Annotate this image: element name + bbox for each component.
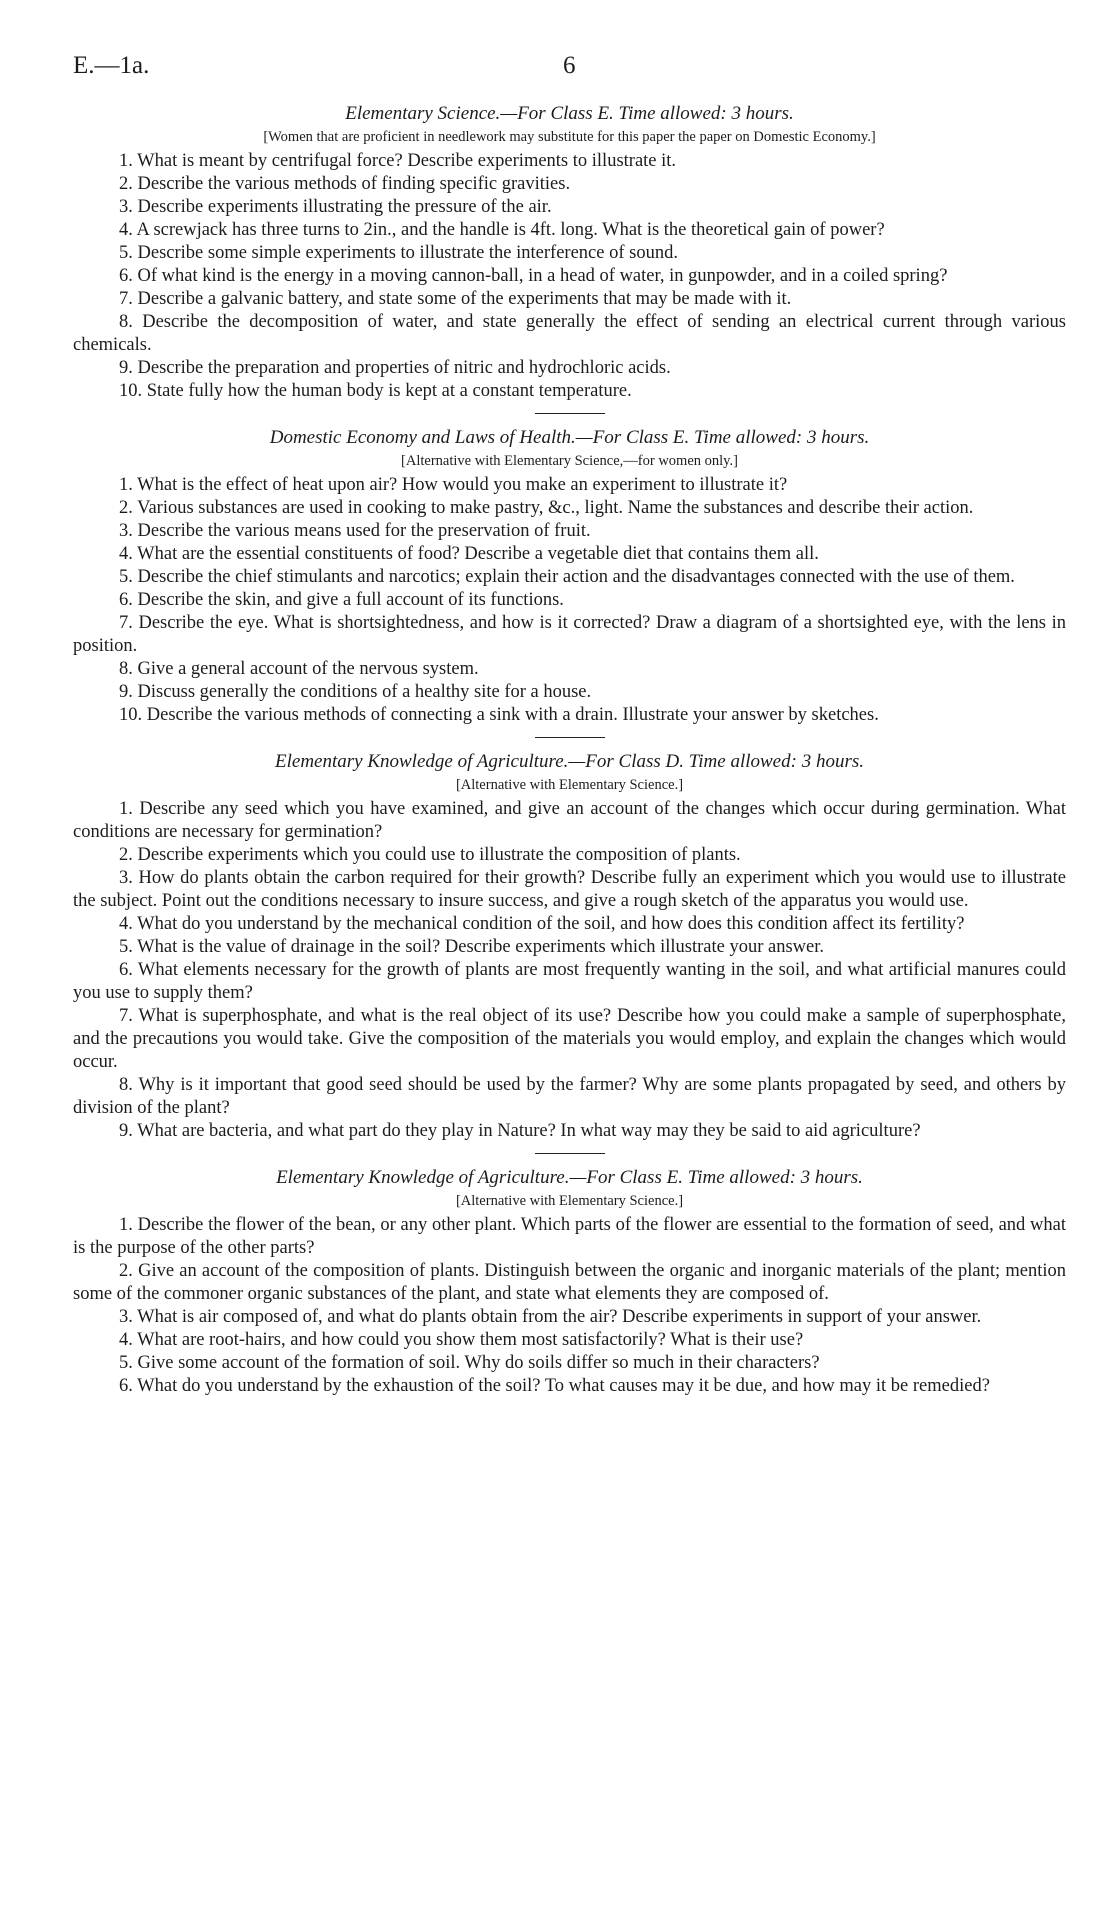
section-elementary-science — [73, 102, 1066, 403]
section-note: [Alternative with Elementary Science.] — [455, 777, 684, 793]
question: 5. Give some account of the formation of soil. Why do soils differ so much in their characters? — [119, 1353, 820, 1373]
question: 10. Describe the various methods of connecting a sink with a drain. Illustrate your answer by sketches. — [119, 705, 879, 725]
page-header — [73, 52, 1066, 92]
question: 5. Describe the chief stimulants and narcotics; explain their action and the disadvantages connected with the use of them. — [119, 567, 1015, 587]
question: 4. What are root-hairs, and how could you show them most satisfactorily? What is their use? — [119, 1330, 804, 1350]
section-title: Domestic Economy and Laws of Health.—For Class E. Time allowed: 3 hours. — [269, 427, 870, 448]
section-note: [Alternative with Elementary Science,—for women only.] — [401, 453, 738, 469]
section-domestic-economy — [73, 426, 1066, 727]
question: 1. Describe the flower of the bean, or any other plant. Which parts of the flower are essential to the formation of seed, and what is the purpose of the other parts? — [73, 1215, 1066, 1258]
question: 6. What elements necessary for the growth of plants are most frequently wanting in the soil, and what artificial manures could you use to supply them? — [73, 960, 1066, 1003]
section-divider — [535, 413, 605, 414]
question: 7. What is superphosphate, and what is the real object of its use? Describe how you could make a sample of superphosphate, and the precautions you would take. Give the composition of the materials you would employ, and explain the changes which would occur. — [73, 1006, 1066, 1072]
section-title: Elementary Knowledge of Agriculture.—For Class E. Time allowed: 3 hours. — [276, 1167, 863, 1188]
question: 2. Give an account of the composition of plants. Distinguish between the organic and inorganic materials of the plant; mention some of the commoner organic substances of the plant, and state what elements they are composed of. — [73, 1261, 1066, 1304]
question: 8. Describe the decomposition of water, and state generally the effect of sending an electrical current through various chemicals. — [73, 312, 1066, 355]
question: 10. State fully how the human body is kept at a constant temperature. — [119, 381, 632, 401]
question: 3. Describe the various means used for the preservation of fruit. — [119, 521, 591, 541]
section-divider — [535, 737, 605, 738]
question: 5. What is the value of drainage in the soil? Describe experiments which illustrate your answer. — [119, 937, 825, 957]
question: 2. Describe experiments which you could use to illustrate the composition of plants. — [119, 845, 741, 865]
section-divider — [535, 1153, 605, 1154]
section-note: [Women that are proficient in needlework may substitute for this paper the paper on Domestic Economy.] — [263, 129, 876, 145]
section-agriculture-class-d — [73, 750, 1066, 1143]
question: 7. Describe a galvanic battery, and state some of the experiments that may be made with it. — [119, 289, 792, 309]
section-title: Elementary Knowledge of Agriculture.—For Class D. Time allowed: 3 hours. — [275, 751, 864, 772]
question: 6. Of what kind is the energy in a moving cannon-ball, in a head of water, in gunpowder, and in a coiled spring? — [119, 266, 948, 286]
question: 6. What do you understand by the exhaustion of the soil? To what causes may it be due, and how may it be remedied? — [119, 1376, 990, 1396]
section-title: Elementary Science.—For Class E. Time allowed: 3 hours. — [345, 103, 794, 124]
question: 9. Describe the preparation and properties of nitric and hydrochloric acids. — [119, 358, 671, 378]
question: 5. Describe some simple experiments to illustrate the interference of sound. — [119, 243, 678, 263]
question: 6. Describe the skin, and give a full account of its functions. — [119, 590, 564, 610]
question: 9. Discuss generally the conditions of a healthy site for a house. — [119, 682, 592, 702]
question: 1. What is the effect of heat upon air? How would you make an experiment to illustrate it? — [119, 475, 788, 495]
question: 2. Various substances are used in cooking to make pastry, &c., light. Name the substances and describe their action. — [119, 498, 974, 518]
question: 8. Give a general account of the nervous system. — [119, 659, 479, 679]
question: 4. A screwjack has three turns to 2in., and the handle is 4ft. long. What is the theoretical gain of power? — [119, 220, 885, 240]
question: 2. Describe the various methods of finding specific gravities. — [119, 174, 571, 194]
question: 8. Why is it important that good seed should be used by the farmer? Why are some plants propagated by seed, and others by division of the plant? — [73, 1075, 1066, 1118]
section-note: [Alternative with Elementary Science.] — [455, 1193, 684, 1209]
question: 3. Describe experiments illustrating the pressure of the air. — [119, 197, 552, 217]
document-reference: E.—1a. — [73, 52, 150, 79]
document-page — [73, 52, 1066, 1398]
question: 4. What are the essential constituents of food? Describe a vegetable diet that contains them all. — [119, 544, 819, 564]
question: 4. What do you understand by the mechanical condition of the soil, and how does this condition affect its fertility? — [119, 914, 965, 934]
question: 1. What is meant by centrifugal force? Describe experiments to illustrate it. — [119, 151, 677, 171]
question: 3. What is air composed of, and what do plants obtain from the air? Describe experiments in support of your answer. — [119, 1307, 982, 1327]
section-agriculture-class-e — [73, 1166, 1066, 1398]
question: 7. Describe the eye. What is shortsightedness, and how is it corrected? Draw a diagram of a shortsighted eye, with the lens in position. — [73, 613, 1066, 656]
question: 1. Describe any seed which you have examined, and give an account of the changes which occur during germination. What conditions are necessary for germination? — [73, 799, 1066, 842]
question: 9. What are bacteria, and what part do they play in Nature? In what way may they be said to aid agriculture? — [119, 1121, 921, 1141]
page-number: 6 — [563, 52, 576, 79]
question: 3. How do plants obtain the carbon required for their growth? Describe fully an experiment which you would use to illustrate the subject. Point out the conditions necessary to insure success, and give a rough sketch of the apparatus you would use. — [73, 868, 1066, 911]
